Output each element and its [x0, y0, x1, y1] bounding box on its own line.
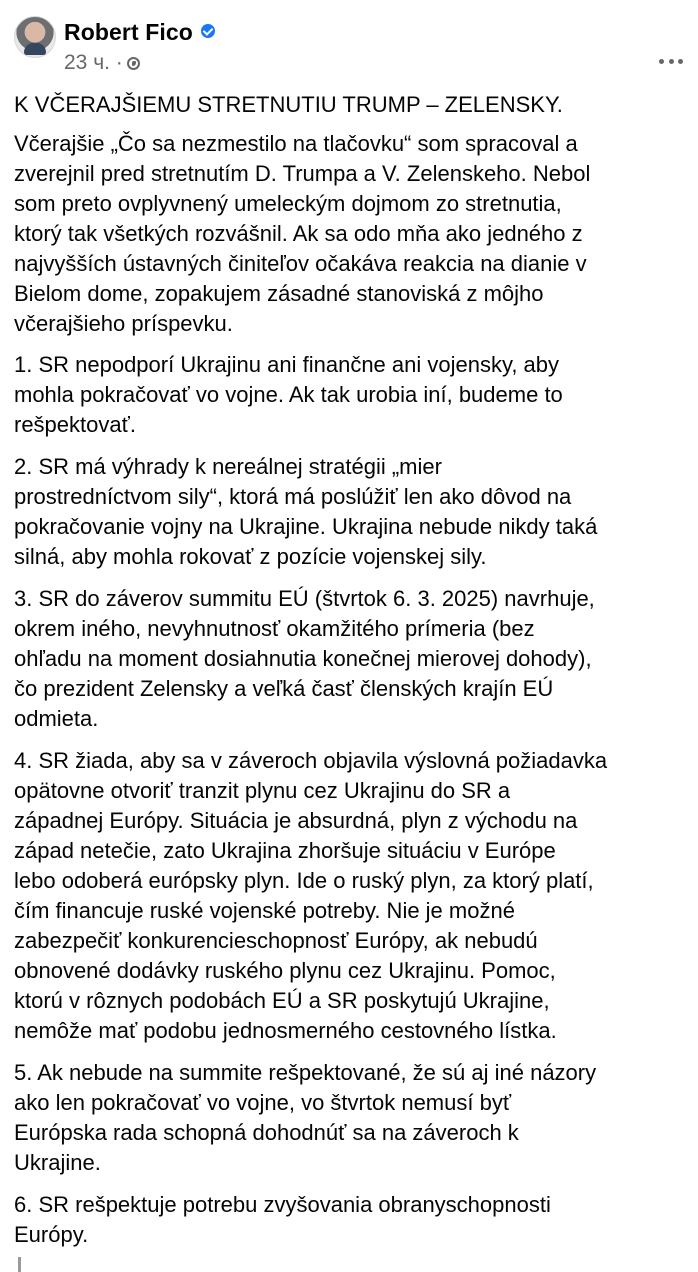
point-line: čím financuje ruské vojenské potreby. Nie je možné — [14, 898, 515, 923]
author-avatar[interactable] — [14, 16, 56, 58]
post-header — [14, 14, 698, 78]
point-line: opätovne otvoriť tranzit plynu cez Ukrajinu do SR a — [14, 778, 511, 803]
intro-line: ktorý tak všetkých rozvášnil. Ak sa odo mňa ako jedného z — [14, 221, 583, 246]
intro-line: najvyšších ústavných činiteľov očakáva reakcia na dianie v — [14, 251, 587, 276]
point-line: pokračovanie vojny na Ukrajine. Ukrajina nebude nikdy taká — [14, 514, 598, 539]
point-1 — [14, 350, 684, 440]
point-line: západ netečie, zato Ukrajina zhoršuje situáciu v Európe — [14, 838, 556, 863]
point-line: mohla pokračovať vo vojne. Ak tak urobia iní, budeme to — [14, 382, 563, 407]
post-title: K VČERAJŠIEMU STRETNUTIU TRUMP – ZELENSKY. — [14, 92, 563, 117]
more-options-icon[interactable] — [659, 49, 683, 73]
post-meta — [64, 50, 140, 76]
point-line: odmieta. — [14, 706, 99, 731]
author-name[interactable]: Robert Fico — [64, 19, 193, 45]
globe-icon — [127, 57, 140, 70]
point-line: 6. SR rešpektuje potrebu zvyšovania obranyschopnosti — [14, 1192, 551, 1217]
point-line: nemôže mať podobu jednosmerného cestovného lístka. — [14, 1018, 557, 1043]
point-6 — [14, 1190, 684, 1250]
point-line: obnovené dodávky ruského plynu cez Ukrajinu. Pomoc, — [14, 958, 556, 983]
intro-paragraph — [14, 129, 684, 339]
point-line: rešpektovať. — [14, 412, 136, 437]
point-line: ako len pokračovať vo vojne, vo štvrtok nemusí byť — [14, 1090, 512, 1115]
point-line: 1. SR nepodporí Ukrajinu ani finančne ani vojensky, aby — [14, 352, 560, 377]
intro-line: som preto ovplyvnený umeleckým dojmom zo stretnutia, — [14, 191, 562, 216]
intro-line: Včerajšie „Čo sa nezmestilo na tlačovku“ som spracoval a — [14, 131, 578, 156]
verified-badge-icon — [201, 24, 215, 38]
point-line: silná, aby mohla rokovať z pozície vojenskej sily. — [14, 544, 487, 569]
point-4 — [14, 746, 684, 1046]
point-line: 4. SR žiada, aby sa v záveroch objavila výslovná požiadavka — [14, 748, 608, 773]
point-line: 3. SR do záverov summitu EÚ (štvrtok 6. 3. 2025) navrhuje, — [14, 586, 595, 611]
point-2 — [14, 452, 684, 572]
author-name-row — [64, 17, 215, 47]
intro-line: zverejnil pred stretnutím D. Trumpa a V. Zelenskeho. Nebol — [14, 161, 591, 186]
point-line: prostredníctvom sily“, ktorá má poslúžiť len ako dôvod na — [14, 484, 572, 509]
point-line: lebo odoberá európsky plyn. Ide o ruský plyn, za ktorý platí, — [14, 868, 594, 893]
intro-line: včerajšieho príspevku. — [14, 311, 233, 336]
point-5 — [14, 1058, 684, 1178]
point-line: Európska rada schopná dohodnúť sa na záveroch k — [14, 1120, 519, 1145]
point-line: ktorú v rôznych podobách EÚ a SR poskytujú Ukrajine, — [14, 988, 550, 1013]
point-line: čo prezident Zelensky a veľká časť členských krajín EÚ — [14, 676, 554, 701]
point-line: 5. Ak nebude na summite rešpektované, že sú aj iné názory — [14, 1060, 597, 1085]
post-time[interactable]: 23 ч. · — [64, 51, 123, 74]
avatar-portrait — [24, 43, 46, 55]
point-line: Európy. — [14, 1222, 89, 1247]
point-line: zabezpečiť konkurencieschopnosť Európy, ak nebudú — [14, 928, 538, 953]
intro-line: Bielom dome, zopakujem zásadné stanoviská z môjho — [14, 281, 544, 306]
point-line: okrem iného, nevyhnutnosť okamžitého prímeria (bez — [14, 616, 535, 641]
point-line: Ukrajine. — [14, 1150, 101, 1175]
point-3 — [14, 584, 684, 734]
point-line: 2. SR má výhrady k nereálnej stratégii „mier — [14, 454, 442, 479]
point-line: ohľadu na moment dosiahnutia konečnej mierovej dohody), — [14, 646, 592, 671]
point-line: západnej Európy. Situácia je absurdná, plyn z východu na — [14, 808, 578, 833]
